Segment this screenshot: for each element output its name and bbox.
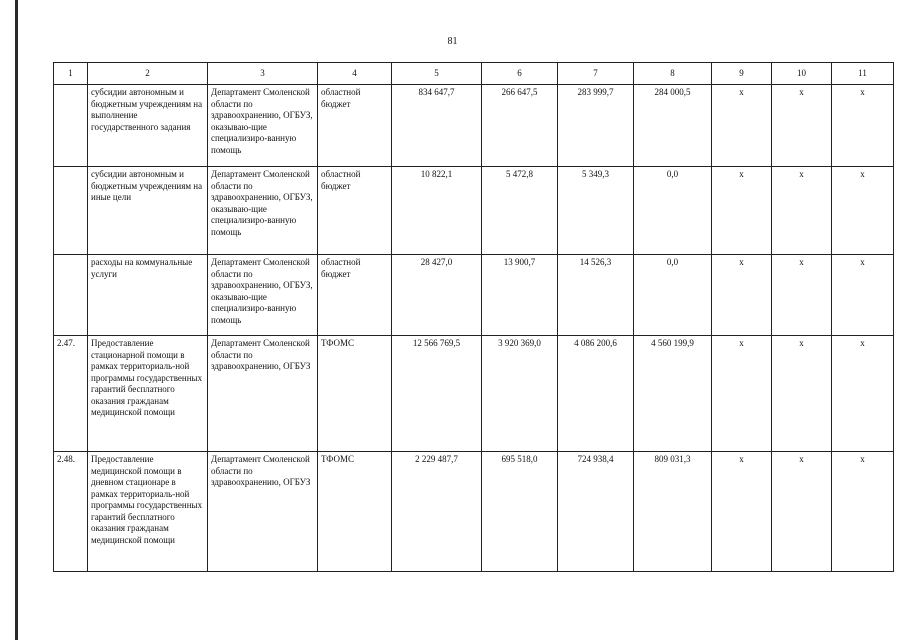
- value-cell-5: 834 647,7: [392, 85, 482, 167]
- funding-source-cell: областной бюджет: [318, 85, 392, 167]
- row-number-cell: [54, 85, 88, 167]
- measure-name-cell: Предоставление стационарной помощи в рамках территориаль-ной программы государственных гарантий бесплатного оказания гражданам медицинской помощи: [88, 336, 208, 452]
- value-cell-6: 3 920 369,0: [482, 336, 558, 452]
- value-cell-10: x: [772, 85, 832, 167]
- value-cell-8: 809 031,3: [634, 452, 712, 572]
- table-row: [54, 255, 894, 336]
- value-cell-10: x: [772, 167, 832, 255]
- row-number-cell: 2.47.: [54, 336, 88, 452]
- value-cell-10: x: [772, 336, 832, 452]
- executor-cell: Департамент Смоленской области по здравоохранению, ОГБУЗ, оказываю-щие специализиро-ванную помощь: [208, 85, 318, 167]
- value-cell-6: 5 472,8: [482, 167, 558, 255]
- executor-cell: Департамент Смоленской области по здравоохранению, ОГБУЗ: [208, 336, 318, 452]
- page-number: 81: [447, 36, 458, 47]
- funding-source-cell: областной бюджет: [318, 255, 392, 336]
- funding-source-cell: областной бюджет: [318, 167, 392, 255]
- value-cell-11: x: [832, 85, 894, 167]
- value-cell-9: x: [712, 452, 772, 572]
- value-cell-6: 695 518,0: [482, 452, 558, 572]
- executor-cell: Департамент Смоленской области по здравоохранению, ОГБУЗ, оказываю-щие специализиро-ванную помощь: [208, 167, 318, 255]
- value-cell-9: x: [712, 85, 772, 167]
- value-cell-11: x: [832, 255, 894, 336]
- column-header: 3: [208, 63, 318, 85]
- column-header: 5: [392, 63, 482, 85]
- column-header: 10: [772, 63, 832, 85]
- executor-cell: Департамент Смоленской области по здравоохранению, ОГБУЗ: [208, 452, 318, 572]
- value-cell-6: 266 647,5: [482, 85, 558, 167]
- table-row: [54, 452, 894, 572]
- page-left-edge-rule: [15, 0, 18, 640]
- value-cell-11: x: [832, 167, 894, 255]
- value-cell-7: 4 086 200,6: [558, 336, 634, 452]
- measure-name-cell: субсидии автономным и бюджетным учреждениям на выполнение государственного задания: [88, 85, 208, 167]
- value-cell-6: 13 900,7: [482, 255, 558, 336]
- value-cell-7: 724 938,4: [558, 452, 634, 572]
- funding-source-cell: ТФОМС: [318, 452, 392, 572]
- value-cell-10: x: [772, 452, 832, 572]
- column-header: 1: [54, 63, 88, 85]
- value-cell-8: 4 560 199,9: [634, 336, 712, 452]
- column-header: 11: [832, 63, 894, 85]
- measure-name-cell: расходы на коммунальные услуги: [88, 255, 208, 336]
- column-header: 7: [558, 63, 634, 85]
- value-cell-5: 12 566 769,5: [392, 336, 482, 452]
- value-cell-11: x: [832, 336, 894, 452]
- row-number-cell: [54, 255, 88, 336]
- column-header: 8: [634, 63, 712, 85]
- row-number-cell: 2.48.: [54, 452, 88, 572]
- column-header: 9: [712, 63, 772, 85]
- value-cell-9: x: [712, 255, 772, 336]
- funding-source-cell: ТФОМС: [318, 336, 392, 452]
- table-row: [54, 85, 894, 167]
- value-cell-5: 2 229 487,7: [392, 452, 482, 572]
- value-cell-5: 28 427,0: [392, 255, 482, 336]
- executor-cell: Департамент Смоленской области по здравоохранению, ОГБУЗ, оказываю-щие специализиро-ванную помощь: [208, 255, 318, 336]
- value-cell-8: 284 000,5: [634, 85, 712, 167]
- measure-name-cell: Предоставление медицинской помощи в дневном стационаре в рамках территориаль-ной программы государственных гарантий бесплатного оказания гражданам медицинской помощи: [88, 452, 208, 572]
- column-header: 4: [318, 63, 392, 85]
- value-cell-9: x: [712, 167, 772, 255]
- value-cell-8: 0,0: [634, 255, 712, 336]
- column-header: 6: [482, 63, 558, 85]
- value-cell-7: 14 526,3: [558, 255, 634, 336]
- value-cell-10: x: [772, 255, 832, 336]
- value-cell-9: x: [712, 336, 772, 452]
- value-cell-11: x: [832, 452, 894, 572]
- table-row: [54, 167, 894, 255]
- budget-table: [53, 62, 894, 572]
- value-cell-7: 5 349,3: [558, 167, 634, 255]
- value-cell-5: 10 822,1: [392, 167, 482, 255]
- row-number-cell: [54, 167, 88, 255]
- value-cell-7: 283 999,7: [558, 85, 634, 167]
- column-number-row: [54, 63, 894, 85]
- table-row: [54, 336, 894, 452]
- column-header: 2: [88, 63, 208, 85]
- value-cell-8: 0,0: [634, 167, 712, 255]
- measure-name-cell: субсидии автономным и бюджетным учреждениям на иные цели: [88, 167, 208, 255]
